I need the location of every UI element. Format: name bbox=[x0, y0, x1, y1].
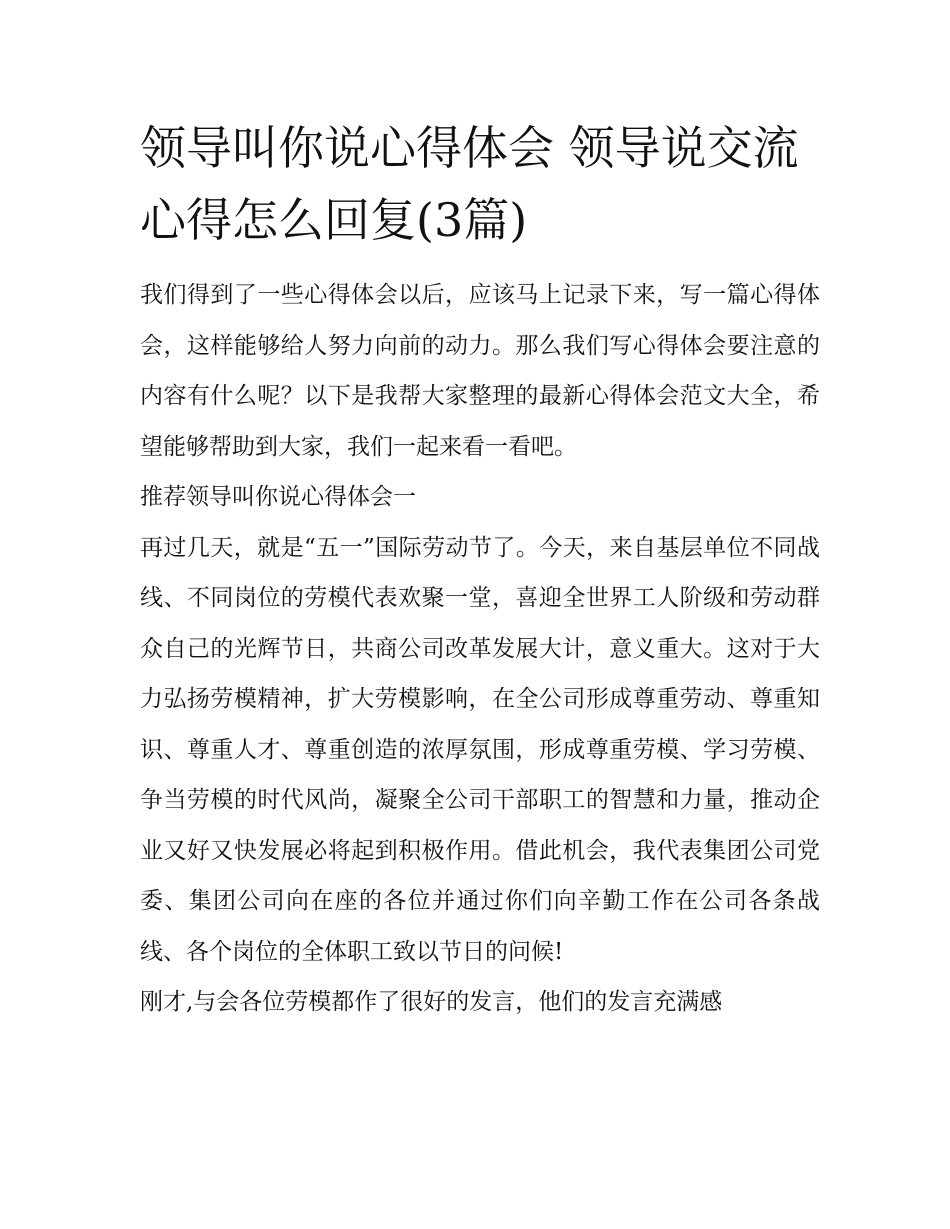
body-paragraph-2: 刚才,与会各位劳模都作了很好的发言，他们的发言充满感 bbox=[140, 989, 723, 1015]
document-page bbox=[140, 112, 820, 1028]
document-title: 领导叫你说心得体会 领导说交流心得怎么回复(3篇) bbox=[140, 121, 799, 247]
section-heading: 推荐领导叫你说心得体会一 bbox=[140, 484, 416, 510]
document-body bbox=[140, 270, 820, 1028]
intro-paragraph: 我们得到了一些心得体会以后，应该马上记录下来，写一篇心得体会，这样能够给人努力向前的动力。那么我们写心得体会要注意的内容有什么呢？以下是我帮大家整理的最新心得体会范文大全，希望能够帮助到大家，我们一起来看一看吧。 bbox=[140, 282, 820, 460]
body-paragraph-1: 再过几天，就是“五一”国际劳动节了。今天，来自基层单位不同战线、不同岗位的劳模代表欢聚一堂，喜迎全世界工人阶级和劳动群众自己的光辉节日，共商公司改革发展大计，意义重大。这对于大力弘扬劳模精神，扩大劳模影响，在全公司形成尊重劳动、尊重知识、尊重人才、尊重创造的浓厚氛围，形成尊重劳模、学习劳模、争当劳模的时代风尚，凝聚全公司干部职工的智慧和力量，推动企业又好又快发展必将起到积极作用。借此机会，我代表集团公司党委、集团公司向在座的各位并通过你们向辛勤工作在公司各条战线、各个岗位的全体职工致以节日的问候! bbox=[140, 534, 820, 965]
